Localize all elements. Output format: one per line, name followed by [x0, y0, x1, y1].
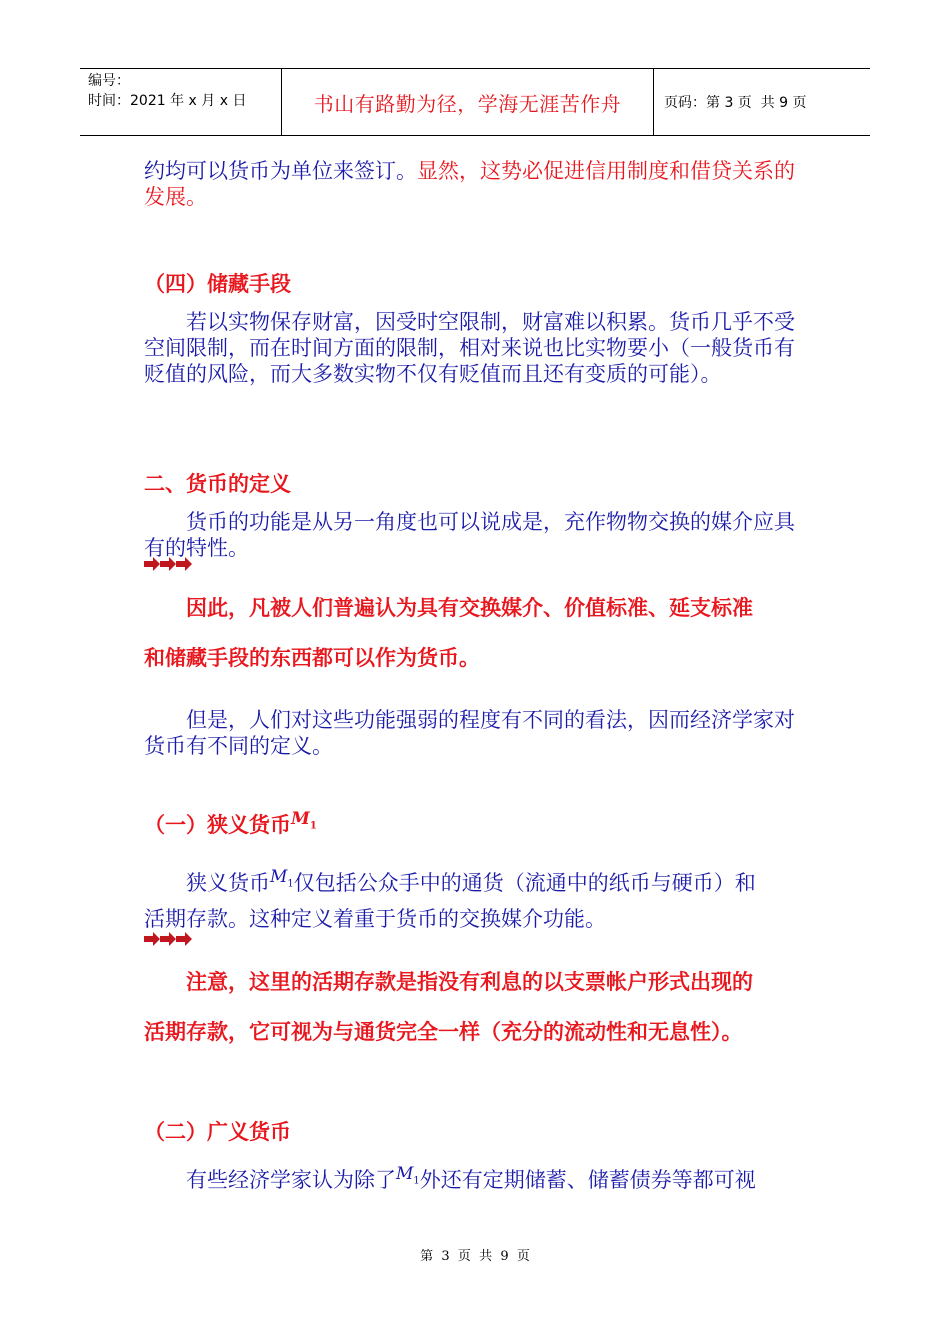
- math-m1-broad: [396, 1164, 420, 1187]
- heading-storage: （四）储藏手段: [144, 272, 291, 296]
- heading-narrow-money: [144, 809, 809, 838]
- document-date: 时间：2021 年 x 月 x 日: [88, 93, 247, 109]
- footer-page-number: 第 3 页 共 9 页: [420, 1249, 530, 1264]
- math-m1-broad-letter: M: [396, 1164, 414, 1184]
- header-page-info: [654, 69, 870, 135]
- paragraph-credit: [144, 158, 809, 210]
- paragraph-therefore-line2: 和储藏手段的东西都可以作为货币。: [144, 646, 480, 670]
- heading-broad-money: （二）广义货币: [144, 1120, 291, 1144]
- header-meta: [80, 69, 282, 135]
- heading-definition: 二、货币的定义: [144, 472, 291, 496]
- page-indicator: 页码：第 3 页 共 9 页: [664, 95, 807, 111]
- page-footer: [0, 1245, 950, 1264]
- paragraph-however: 但是，人们对这些功能强弱的程度有不同的看法，因而经济学家对货币有不同的定义。: [144, 708, 795, 758]
- document-number: 编号：: [88, 73, 130, 89]
- paragraph-narrow-line2: 活期存款。这种定义着重于货币的交换媒介功能。: [144, 907, 606, 931]
- math-m1-letter: M: [291, 809, 310, 829]
- paragraph-broad: [144, 1164, 809, 1193]
- triple-arrow-icon-2: [144, 932, 204, 946]
- paragraph-broad-post: 外还有定期储蓄、储蓄债券等都可视: [419, 1168, 756, 1192]
- math-m1-sub: 1: [309, 820, 317, 832]
- paragraph-therefore-line1: 因此，凡被人们普遍认为具有交换媒介、价值标准、延支标准: [186, 596, 753, 620]
- math-m1-broad-sub: 1: [413, 1175, 420, 1187]
- paragraph-credit-red: 显然，这势必促进信用制度和借贷关系的发展。: [144, 159, 795, 209]
- math-m1-inline-letter: M: [270, 867, 288, 887]
- triple-arrow-icon: [144, 557, 204, 571]
- paragraph-narrow-line1: [144, 867, 809, 896]
- math-m1-inline-sub: 1: [287, 878, 294, 890]
- paragraph-narrow-post: 仅包括公众手中的通货（流通中的纸币与硬币）和: [293, 871, 756, 895]
- paragraph-credit-blue: 约均可以货币为单位来签订。: [144, 159, 417, 183]
- paragraph-note-line1: 注意，这里的活期存款是指没有利息的以支票帐户形式出现的: [186, 970, 753, 994]
- math-m1-inline: [270, 867, 294, 890]
- heading-narrow-money-label: （一）狭义货币: [144, 813, 291, 837]
- paragraph-note-line2: 活期存款，它可视为与通货完全一样（充分的流动性和无息性）。: [144, 1020, 743, 1044]
- paragraph-broad-pre: 有些经济学家认为除了: [186, 1168, 396, 1192]
- paragraph-definition: 货币的功能是从另一角度也可以说成是，充作物物交换的媒介应具有的特性。: [144, 510, 795, 560]
- paragraph-storage: 若以实物保存财富，因受时空限制，财富难以积累。货币几乎不受空间限制，而在时间方面的限制，相对来说也比实物要小（一般货币有贬值的风险，而大多数实物不仅有贬值而且还有变质的可能）。: [144, 310, 795, 386]
- paragraph-narrow-pre: 狭义货币: [186, 871, 270, 895]
- header-motto: 书山有路勤为径，学海无涯苦作舟: [282, 69, 654, 135]
- math-m1: [291, 809, 317, 832]
- document-header: [80, 68, 870, 136]
